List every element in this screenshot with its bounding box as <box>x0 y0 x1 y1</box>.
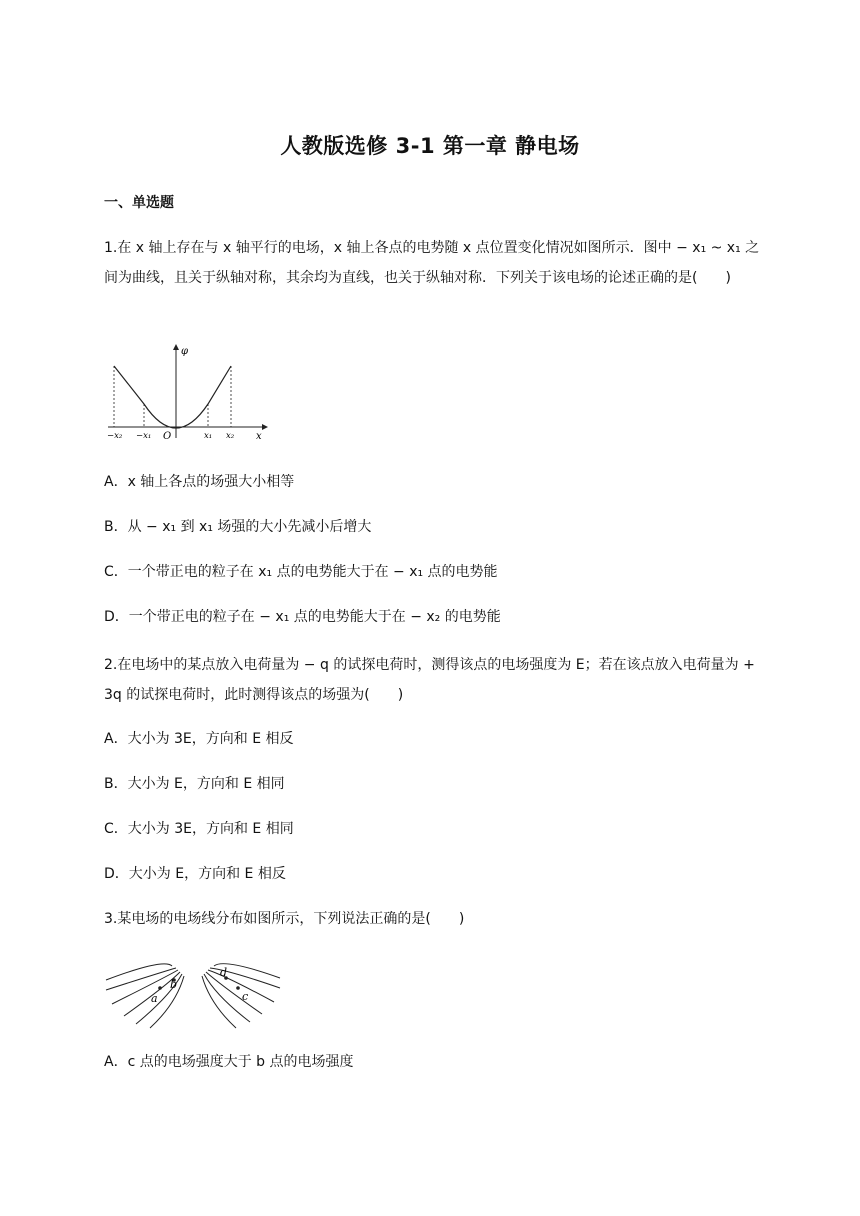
point-a-label: a <box>151 992 158 1005</box>
field-line-3 <box>112 970 178 1004</box>
question-2-text: 2.在电场中的某点放入电荷量为 − q 的试探电荷时，测得该点的电场强度为 E；若在该点放入电荷量为 + 3q 的试探电荷时，此时测得该点的场强为( ) <box>104 657 755 703</box>
tick-label-x2: x₂ <box>226 431 235 441</box>
origin-label: O <box>163 431 172 442</box>
q3-option-a: A．c 点的电场强度大于 b 点的电场强度 <box>104 1054 354 1070</box>
point-b-label: b <box>170 978 178 991</box>
section-heading: 一、单选题 <box>104 195 174 211</box>
x-axis-arrow <box>262 424 268 430</box>
x-axis-label: x <box>256 431 262 442</box>
y-axis-label: φ <box>181 346 189 357</box>
q1-option-b: B．从 − x₁ 到 x₁ 场强的大小先减小后增大 <box>104 519 372 535</box>
y-axis-arrow <box>173 344 179 350</box>
tick-label-neg-x1: −x₁ <box>136 431 152 441</box>
q1-option-d: D．一个带正电的粒子在 − x₁ 点的电势能大于在 − x₂ 的电势能 <box>104 609 501 625</box>
point-a-dot <box>158 986 162 990</box>
question-1-text: 1.在 x 轴上存在与 x 轴平行的电场，x 轴上各点的电势随 x 点位置变化情况如图所示．图中 − x₁ ~ x₁ 之间为曲线，且关于纵轴对称，其余均为直线，也关于纵轴对称．下列关于该电场的论述正确的是( ) <box>104 240 760 286</box>
potential-curve <box>114 366 231 428</box>
point-c-dot <box>236 986 240 990</box>
point-c-label: c <box>242 990 249 1003</box>
q1-option-a: A．x 轴上各点的场强大小相等 <box>104 474 295 490</box>
question-3-text: 3.某电场的电场线分布如图所示，下列说法正确的是( ) <box>104 911 465 927</box>
potential-graph-figure <box>104 340 269 445</box>
field-line-10 <box>206 972 262 1014</box>
q2-option-d: D．大小为 E，方向和 E 相反 <box>104 866 286 882</box>
point-d-label: d <box>220 966 228 979</box>
q1-option-c: C．一个带正电的粒子在 x₁ 点的电势能大于在 − x₁ 点的电势能 <box>104 564 498 580</box>
tick-label-neg-x2: −x₂ <box>107 431 123 441</box>
tick-label-x1: x₁ <box>204 431 213 441</box>
field-line-2 <box>106 968 176 990</box>
document-title: 人教版选修 3-1 第一章 静电场 <box>280 134 580 158</box>
q2-option-c: C．大小为 3E，方向和 E 相同 <box>104 821 294 837</box>
field-line-12 <box>202 976 236 1028</box>
q2-option-a: A．大小为 3E，方向和 E 相反 <box>104 731 294 747</box>
field-lines-figure <box>104 958 284 1030</box>
q2-option-b: B．大小为 E，方向和 E 相同 <box>104 776 285 792</box>
